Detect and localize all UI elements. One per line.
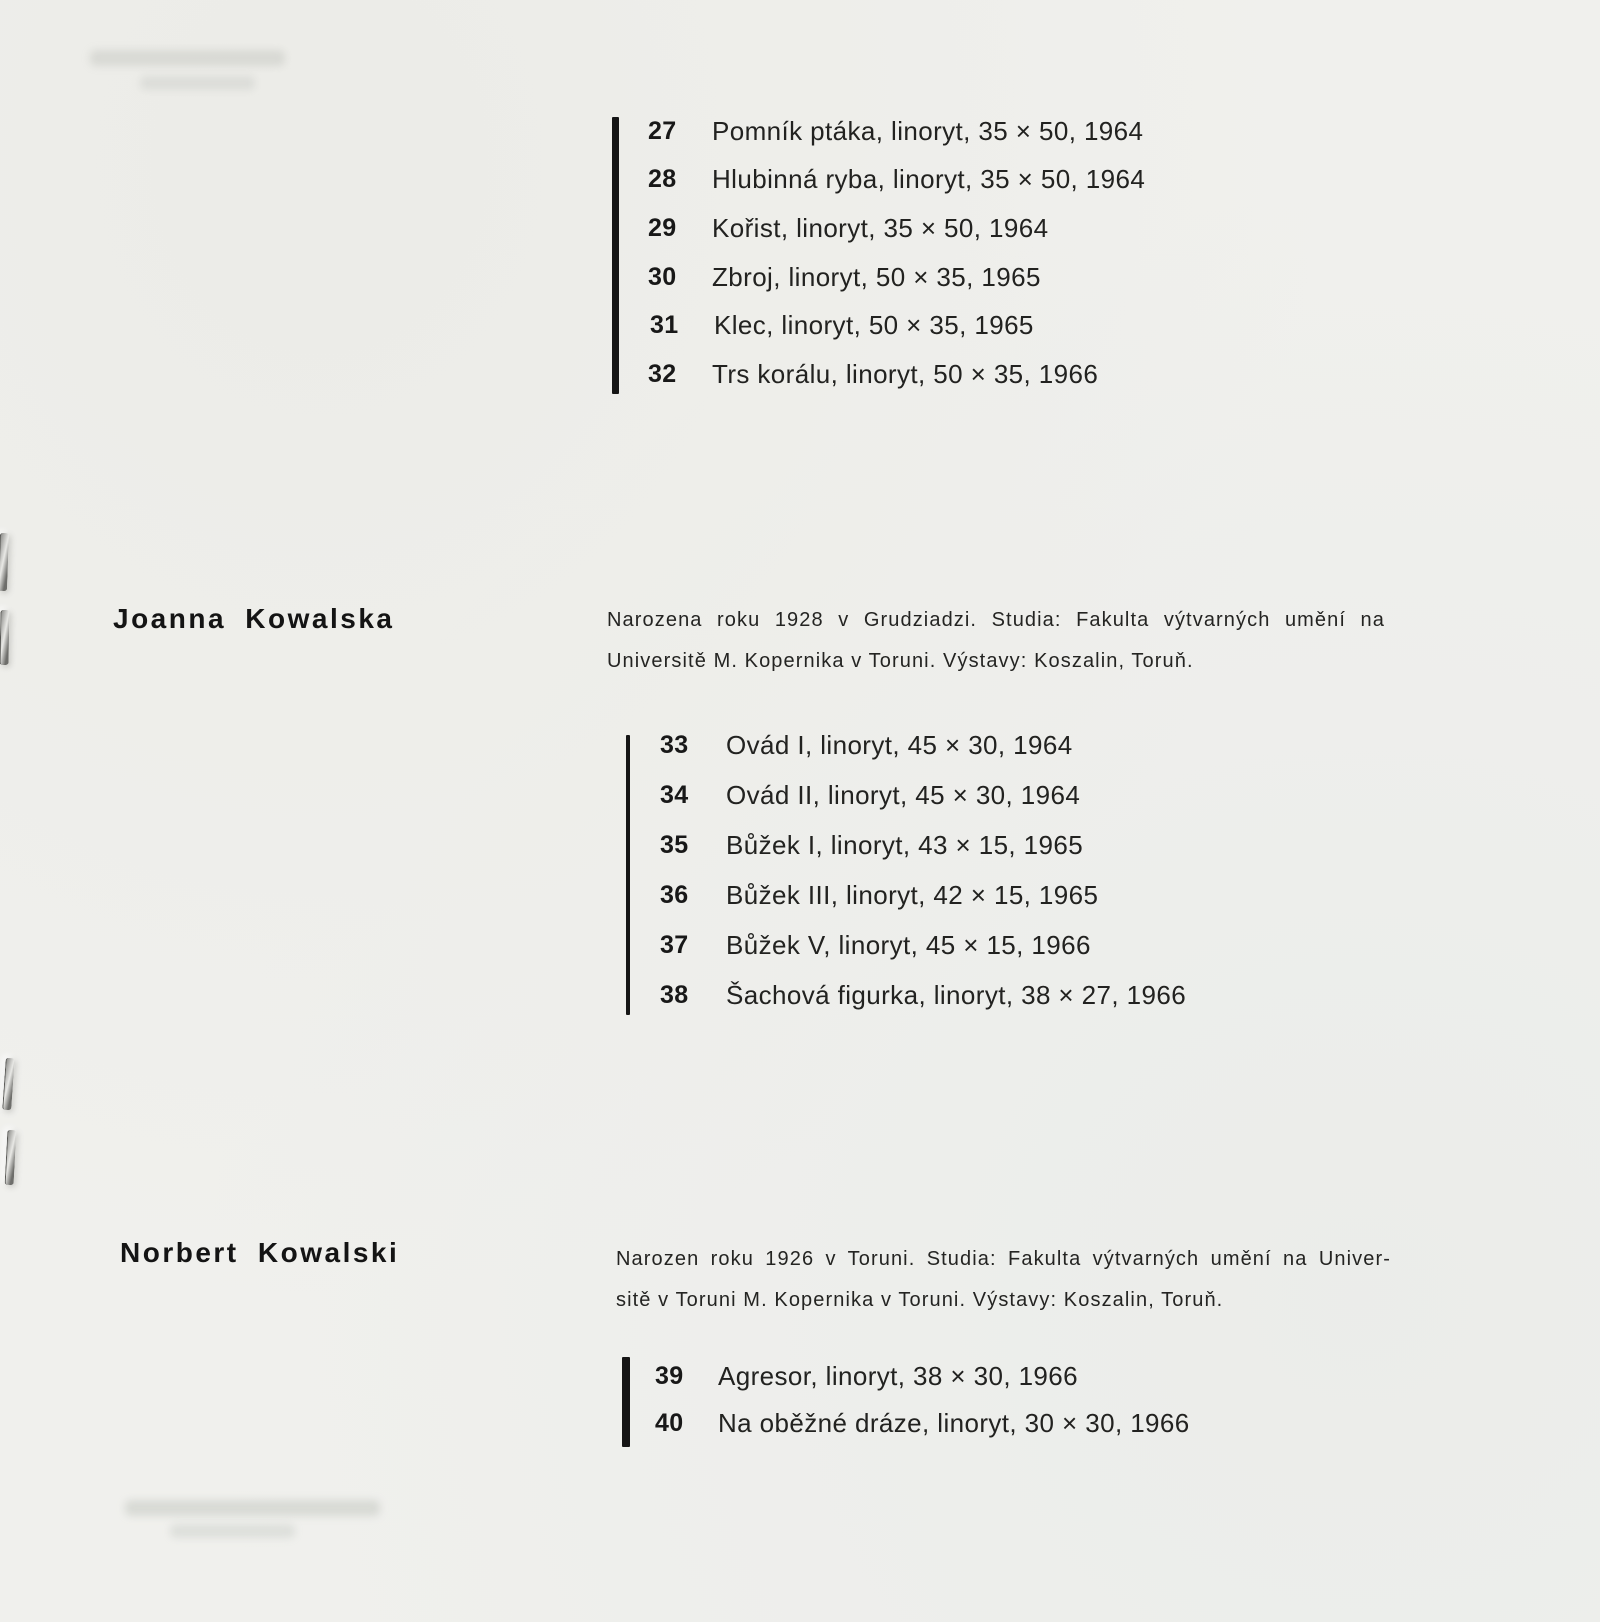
work-item — [612, 253, 1145, 302]
bio-line: sitě v Toruni M. Kopernika v Toruni. Výstavy: Koszalin, Toruň. — [616, 1288, 1224, 1311]
work-item — [612, 107, 1145, 156]
staple — [2, 1058, 15, 1111]
artist-name-norbert-kowalski: Norbert Kowalski — [120, 1237, 400, 1268]
work-title: Pomník ptáka, linoryt, 35 × 50, 1964 — [712, 115, 1144, 146]
work-item — [622, 1353, 1190, 1400]
work-item — [626, 720, 1186, 770]
bio-line: Narozena roku 1928 v Grudziadzi. Studia: Fakulta výtvarných umění na — [607, 609, 1385, 631]
artist-name-joanna-kowalska: Joanna Kowalska — [113, 603, 395, 634]
work-number: 32 — [648, 359, 677, 388]
work-title: Kořist, linoryt, 35 × 50, 1964 — [712, 212, 1049, 243]
work-list-33-38 — [626, 720, 1186, 1020]
work-number: 31 — [650, 311, 679, 340]
staple — [5, 1130, 17, 1185]
work-item — [626, 870, 1186, 920]
work-title: Agresor, linoryt, 38 × 30, 1966 — [718, 1361, 1079, 1391]
work-item — [612, 204, 1145, 253]
work-item — [612, 350, 1145, 399]
work-title: Bůžek III, linoryt, 42 × 15, 1965 — [726, 879, 1099, 910]
showthrough-smudge — [170, 1524, 295, 1538]
list-rule — [612, 117, 619, 394]
work-title: Hlubinná ryba, linoryt, 35 × 50, 1964 — [712, 164, 1146, 195]
bio-line: Universitě M. Kopernika v Toruni. Výstavy: Koszalin, Toruň. — [607, 649, 1194, 672]
work-item — [612, 301, 1145, 350]
work-number: 38 — [660, 980, 689, 1009]
work-item — [626, 970, 1186, 1020]
work-number: 33 — [660, 730, 689, 759]
work-number: 37 — [660, 930, 689, 959]
staple — [0, 610, 9, 665]
work-number: 36 — [660, 880, 689, 909]
staple — [0, 533, 9, 591]
work-item — [626, 770, 1186, 820]
work-number: 35 — [660, 830, 689, 859]
work-title: Ovád II, linoryt, 45 × 30, 1964 — [726, 779, 1081, 810]
work-title: Zbroj, linoryt, 50 × 35, 1965 — [712, 261, 1041, 292]
work-list-39-40 — [622, 1353, 1190, 1447]
work-number: 34 — [660, 780, 689, 809]
artist-bio-norbert-kowalski — [616, 1239, 1391, 1320]
work-title: Klec, linoryt, 50 × 35, 1965 — [714, 310, 1034, 341]
work-number: 27 — [648, 116, 677, 145]
work-title: Bůžek I, linoryt, 43 × 15, 1965 — [726, 829, 1084, 860]
work-title: Trs korálu, linoryt, 50 × 35, 1966 — [712, 358, 1099, 389]
work-number: 39 — [655, 1362, 684, 1390]
work-title: Šachová figurka, linoryt, 38 × 27, 1966 — [726, 979, 1187, 1010]
work-title: Bůžek V, linoryt, 45 × 15, 1966 — [726, 929, 1091, 960]
work-title: Ovád I, linoryt, 45 × 30, 1964 — [726, 729, 1073, 760]
work-number: 28 — [648, 165, 677, 194]
showthrough-smudge — [140, 76, 255, 90]
work-number: 29 — [648, 213, 677, 242]
list-rule — [626, 735, 630, 1015]
work-item — [612, 156, 1145, 205]
work-title: Na oběžné dráze, linoryt, 30 × 30, 1966 — [718, 1408, 1190, 1438]
showthrough-smudge — [90, 50, 285, 66]
work-list-27-32 — [612, 107, 1145, 399]
list-rule — [622, 1357, 630, 1447]
work-item — [626, 820, 1186, 870]
work-number: 40 — [655, 1409, 684, 1437]
work-item — [626, 920, 1186, 970]
bio-line: Narozen roku 1926 v Toruni. Studia: Fakulta výtvarných umění na Univer- — [616, 1248, 1391, 1270]
artist-bio-joanna-kowalska — [607, 600, 1385, 681]
work-number: 30 — [648, 262, 677, 291]
work-item — [622, 1400, 1190, 1447]
showthrough-smudge — [125, 1500, 380, 1516]
